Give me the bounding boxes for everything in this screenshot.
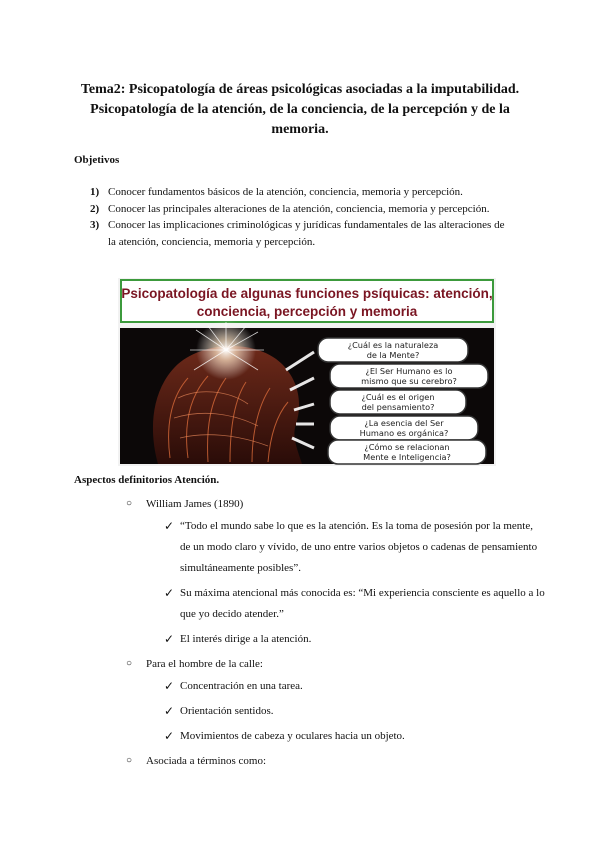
- title-line-1: Tema2: Psicopatología de áreas psicológicas asociadas a la imputabilidad.: [80, 82, 520, 97]
- bullet-text: Asociada a términos como:: [146, 755, 267, 767]
- checkmark-icon: ✓: [164, 704, 175, 718]
- objective-number: 1): [90, 186, 100, 198]
- objectives-list: [90, 184, 510, 250]
- illustration-figure: [118, 278, 496, 466]
- figure-title-line-1: Psicopatología de algunas funciones psíquicas: atención,: [121, 286, 493, 301]
- bullet-text: Para el hombre de la calle:: [146, 658, 263, 670]
- question-bubble: [330, 416, 478, 440]
- check-item: [126, 701, 546, 722]
- checkmark-icon: ✓: [164, 729, 175, 743]
- check-text: Orientación sentidos.: [180, 705, 274, 717]
- check-text: Concentración en una tarea.: [180, 680, 303, 692]
- bubble-line: ¿Cómo se relacionan: [364, 442, 450, 452]
- question-bubble: [318, 338, 468, 362]
- illustration-svg: [118, 278, 496, 466]
- bullet-text: William James (1890): [146, 498, 244, 510]
- check-item: [126, 726, 546, 747]
- objective-item: [90, 217, 510, 250]
- objective-number: 3): [90, 219, 100, 231]
- check-item: [126, 676, 546, 697]
- check-item: [126, 516, 546, 579]
- bubble-line: ¿La esencia del Ser: [364, 418, 444, 428]
- question-bubble: [330, 364, 488, 388]
- title-line-2: Psicopatología de la atención, de la conciencia, de la percepción y de la: [90, 102, 510, 117]
- bubble-line: de la Mente?: [366, 350, 420, 360]
- question-bubble: [330, 390, 466, 414]
- circle-bullet-icon: ○: [126, 755, 133, 766]
- title-line-3: memoria.: [271, 122, 329, 137]
- objective-item: [90, 201, 510, 218]
- bubble-line: del pensamiento?: [361, 402, 435, 412]
- definitions-list: [126, 496, 546, 769]
- objective-number: 2): [90, 202, 100, 215]
- question-bubble: [328, 440, 486, 464]
- check-text: Su máxima atencional más conocida es: “Mi experiencia consciente es aquello a lo que yo decido atender.”: [180, 587, 545, 620]
- checkmark-icon: ✓: [164, 519, 175, 533]
- objective-item: [90, 184, 510, 201]
- bubble-line: ¿El Ser Humano es lo: [365, 366, 453, 376]
- check-item: [126, 583, 546, 625]
- check-text: El interés dirige a la atención.: [180, 633, 312, 645]
- definitions-heading: Aspectos definitorios Atención.: [74, 474, 220, 486]
- figure-title-line-2: conciencia, percepción y memoria: [196, 304, 418, 319]
- bullet-item: [126, 656, 546, 672]
- bullet-item: [126, 496, 546, 512]
- bullet-item: [126, 753, 546, 769]
- page-title: [70, 80, 530, 140]
- circle-bullet-icon: ○: [126, 658, 133, 669]
- bubble-line: Mente e Inteligencia?: [363, 452, 451, 462]
- bubble-line: ¿Cuál es la naturaleza: [347, 340, 439, 350]
- objectives-heading: Objetivos: [74, 154, 120, 166]
- objective-text: Conocer las principales alteraciones de la atención, conciencia, memoria y percepción.: [108, 202, 490, 215]
- checkmark-icon: ✓: [164, 632, 175, 646]
- objective-text: Conocer las implicaciones criminológicas y jurídicas fundamentales de las alteraciones de la atención, conciencia, memoria y percepción.: [108, 219, 505, 248]
- check-text: “Todo el mundo sabe lo que es la atención. Es la toma de posesión por la mente, de un modo claro y vívido, de uno entre varios objetos o cadenas de pensamiento simultáneamente posibles”.: [180, 520, 538, 574]
- bubble-line: Humano es orgánica?: [359, 428, 449, 438]
- checkmark-icon: ✓: [164, 679, 175, 693]
- objective-text: Conocer fundamentos básicos de la atención, conciencia, memoria y percepción.: [108, 186, 463, 198]
- check-text: Movimientos de cabeza y oculares hacia un objeto.: [180, 730, 405, 742]
- bubble-line: mismo que su cerebro?: [361, 376, 457, 386]
- checkmark-icon: ✓: [164, 586, 175, 600]
- circle-bullet-icon: ○: [126, 498, 133, 509]
- check-item: [126, 629, 546, 650]
- bubble-line: ¿Cuál es el origen: [361, 392, 435, 402]
